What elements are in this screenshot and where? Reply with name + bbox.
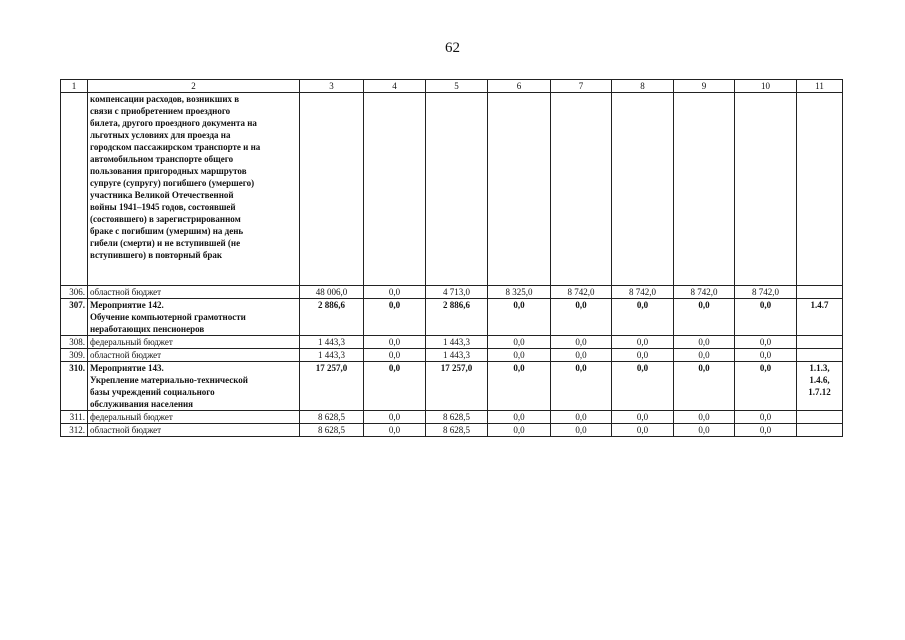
- column-header: 4: [364, 80, 426, 93]
- table-row: [61, 349, 843, 362]
- value-cell: 0,0: [488, 299, 551, 336]
- value-cell: 0,0: [551, 336, 612, 349]
- value-cell: 0,0: [674, 424, 735, 437]
- value-cell: 0,0: [612, 299, 674, 336]
- value-cell: 0,0: [551, 424, 612, 437]
- table-row: [61, 336, 843, 349]
- continuation-description: компенсации расходов, возникших в связи с приобретением проездного билета, другого проездного документа на льготных условиях для проезда на городском пассажирском транспорте и на автомобильном транспорте общего пользования пригородных маршрутов супруге (супругу) погибшего (умершего) участника Великой Отечественной войны 1941–1945 годов, состоявшей (состоявшего) в зарегистрированном браке с погибшим (умершим) на день гибели (смерти) и не вступившей (не вступившего) в повторный брак: [88, 93, 300, 286]
- row-description-cell: Мероприятие 142. Обучение компьютерной грамотности неработающих пенсионеров: [88, 299, 300, 336]
- value-cell: 0,0: [364, 411, 426, 424]
- value-cell: [551, 93, 612, 286]
- value-cell: 0,0: [488, 424, 551, 437]
- total-cell: 2 886,6: [300, 299, 364, 336]
- row-number-cell: 306.: [61, 286, 88, 299]
- row-number-cell: 307.: [61, 299, 88, 336]
- value-cell: 0,0: [612, 349, 674, 362]
- value-cell: 0,0: [735, 411, 797, 424]
- value-cell: 0,0: [551, 349, 612, 362]
- value-cell: [674, 93, 735, 286]
- value-cell: 0,0: [674, 336, 735, 349]
- reference-cell: [797, 411, 843, 424]
- header-row: [61, 80, 843, 93]
- value-cell: 0,0: [364, 286, 426, 299]
- value-cell: 0,0: [612, 411, 674, 424]
- value-cell: 0,0: [674, 349, 735, 362]
- row-description-cell: федеральный бюджет: [88, 411, 300, 424]
- value-cell: 1 443,3: [426, 349, 488, 362]
- column-header: 8: [612, 80, 674, 93]
- value-cell: 0,0: [735, 336, 797, 349]
- value-cell: 0,0: [735, 299, 797, 336]
- column-header: 3: [300, 80, 364, 93]
- value-cell: 0,0: [735, 349, 797, 362]
- value-cell: 0,0: [364, 336, 426, 349]
- row-description-cell: Мероприятие 143. Укрепление материально-технической базы учреждений социального обслуживания населения: [88, 362, 300, 411]
- value-cell: [488, 93, 551, 286]
- value-cell: 0,0: [488, 411, 551, 424]
- value-cell: 8 742,0: [674, 286, 735, 299]
- value-cell: 0,0: [364, 299, 426, 336]
- table-row: [61, 299, 843, 336]
- row-number-cell: 312.: [61, 424, 88, 437]
- page-number: 62: [445, 40, 460, 56]
- total-cell: 1 443,3: [300, 349, 364, 362]
- value-cell: 0,0: [674, 362, 735, 411]
- table-row: [61, 286, 843, 299]
- value-cell: [426, 93, 488, 286]
- total-cell: 1 443,3: [300, 336, 364, 349]
- value-cell: 0,0: [488, 349, 551, 362]
- column-header: 7: [551, 80, 612, 93]
- column-header: 5: [426, 80, 488, 93]
- value-cell: 0,0: [674, 299, 735, 336]
- value-cell: 8 628,5: [426, 424, 488, 437]
- value-cell: 8 742,0: [612, 286, 674, 299]
- table-row: [61, 362, 843, 411]
- row-description-cell: областной бюджет: [88, 424, 300, 437]
- value-cell: 0,0: [364, 424, 426, 437]
- value-cell: 17 257,0: [426, 362, 488, 411]
- continuation-row: [61, 93, 843, 286]
- value-cell: 0,0: [488, 336, 551, 349]
- reference-cell: 1.4.7: [797, 299, 843, 336]
- column-header: 11: [797, 80, 843, 93]
- row-description-cell: федеральный бюджет: [88, 336, 300, 349]
- value-cell: 2 886,6: [426, 299, 488, 336]
- column-header: 2: [88, 80, 300, 93]
- row-description-cell: областной бюджет: [88, 349, 300, 362]
- value-cell: 8 325,0: [488, 286, 551, 299]
- value-cell: 0,0: [674, 411, 735, 424]
- value-cell: 0,0: [735, 424, 797, 437]
- value-cell: 0,0: [612, 362, 674, 411]
- value-cell: [612, 93, 674, 286]
- row-number-cell: 309.: [61, 349, 88, 362]
- total-cell: 8 628,5: [300, 424, 364, 437]
- reference-cell: [797, 349, 843, 362]
- value-cell: 0,0: [551, 299, 612, 336]
- row-number-cell: 308.: [61, 336, 88, 349]
- reference-cell: 1.1.3, 1.4.6, 1.7.12: [797, 362, 843, 411]
- row-number-cell: [61, 93, 88, 286]
- value-cell: 8 742,0: [551, 286, 612, 299]
- row-number-cell: 311.: [61, 411, 88, 424]
- value-cell: 4 713,0: [426, 286, 488, 299]
- reference-cell: [797, 286, 843, 299]
- reference-cell: [797, 93, 843, 286]
- value-cell: 8 742,0: [735, 286, 797, 299]
- reference-cell: [797, 424, 843, 437]
- reference-cell: [797, 336, 843, 349]
- budget-table: [60, 79, 843, 437]
- value-cell: [364, 93, 426, 286]
- value-cell: [300, 93, 364, 286]
- value-cell: 8 628,5: [426, 411, 488, 424]
- value-cell: 0,0: [612, 336, 674, 349]
- value-cell: [735, 93, 797, 286]
- row-description-cell: областной бюджет: [88, 286, 300, 299]
- value-cell: 0,0: [551, 362, 612, 411]
- total-cell: 48 006,0: [300, 286, 364, 299]
- column-header: 9: [674, 80, 735, 93]
- value-cell: 1 443,3: [426, 336, 488, 349]
- value-cell: 0,0: [488, 362, 551, 411]
- total-cell: 17 257,0: [300, 362, 364, 411]
- table-row: [61, 424, 843, 437]
- column-header: 10: [735, 80, 797, 93]
- value-cell: 0,0: [364, 362, 426, 411]
- total-cell: 8 628,5: [300, 411, 364, 424]
- value-cell: 0,0: [612, 424, 674, 437]
- row-number-cell: 310.: [61, 362, 88, 411]
- value-cell: 0,0: [735, 362, 797, 411]
- value-cell: 0,0: [551, 411, 612, 424]
- table-row: [61, 411, 843, 424]
- column-header: 1: [61, 80, 88, 93]
- value-cell: 0,0: [364, 349, 426, 362]
- column-header: 6: [488, 80, 551, 93]
